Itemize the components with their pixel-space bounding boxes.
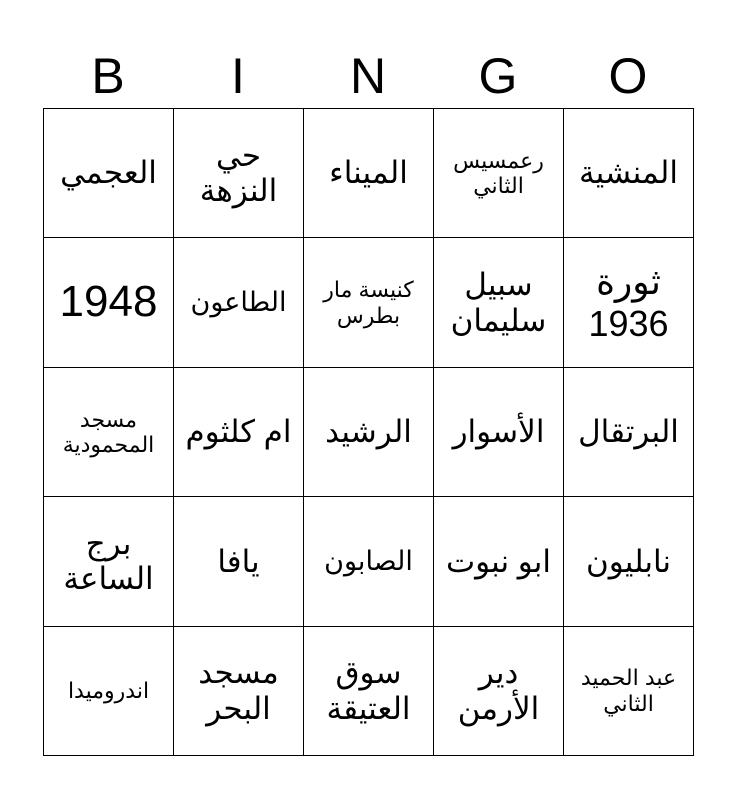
header-letter-b: B xyxy=(91,48,125,104)
bingo-row xyxy=(44,109,694,238)
bingo-cell: الأسوار xyxy=(434,367,564,496)
bingo-cell: حي النزهة xyxy=(174,109,304,238)
bingo-cell: عبد الحميد الثاني xyxy=(564,626,694,755)
bingo-cell: ابو نبوت xyxy=(434,497,564,626)
bingo-cell: الميناء xyxy=(304,109,434,238)
bingo-cell: ثورة 1936 xyxy=(564,238,694,367)
bingo-cell: مسجد البحر xyxy=(174,626,304,755)
bingo-cell: العجمي xyxy=(44,109,174,238)
header-letter-n: N xyxy=(349,48,387,104)
bingo-row xyxy=(44,367,694,496)
bingo-row xyxy=(44,238,694,367)
bingo-header xyxy=(43,48,693,104)
bingo-cell: سوق العتيقة xyxy=(304,626,434,755)
bingo-cell: البرتقال xyxy=(564,367,694,496)
header-letter-o: O xyxy=(608,48,648,104)
bingo-row xyxy=(44,626,694,755)
bingo-cell: رعمسيس الثاني xyxy=(434,109,564,238)
bingo-cell: برج الساعة xyxy=(44,497,174,626)
header-letter-g: G xyxy=(478,48,518,104)
bingo-cell: دير الأرمن xyxy=(434,626,564,755)
bingo-card-grid xyxy=(43,108,694,756)
bingo-cell: 1948 xyxy=(44,238,174,367)
bingo-cell: الرشيد xyxy=(304,367,434,496)
bingo-cell: ام كلثوم xyxy=(174,367,304,496)
bingo-cell: نابليون xyxy=(564,497,694,626)
bingo-cell: كنيسة مار بطرس xyxy=(304,238,434,367)
header-letter-i: I xyxy=(231,48,245,104)
bingo-row xyxy=(44,497,694,626)
bingo-cell: سبيل سليمان xyxy=(434,238,564,367)
bingo-cell: الطاعون xyxy=(174,238,304,367)
bingo-cell: الصابون xyxy=(304,497,434,626)
bingo-cell: مسجد المحمودية xyxy=(44,367,174,496)
bingo-cell: اندروميدا xyxy=(44,626,174,755)
bingo-cell: المنشية xyxy=(564,109,694,238)
bingo-cell: يافا xyxy=(174,497,304,626)
